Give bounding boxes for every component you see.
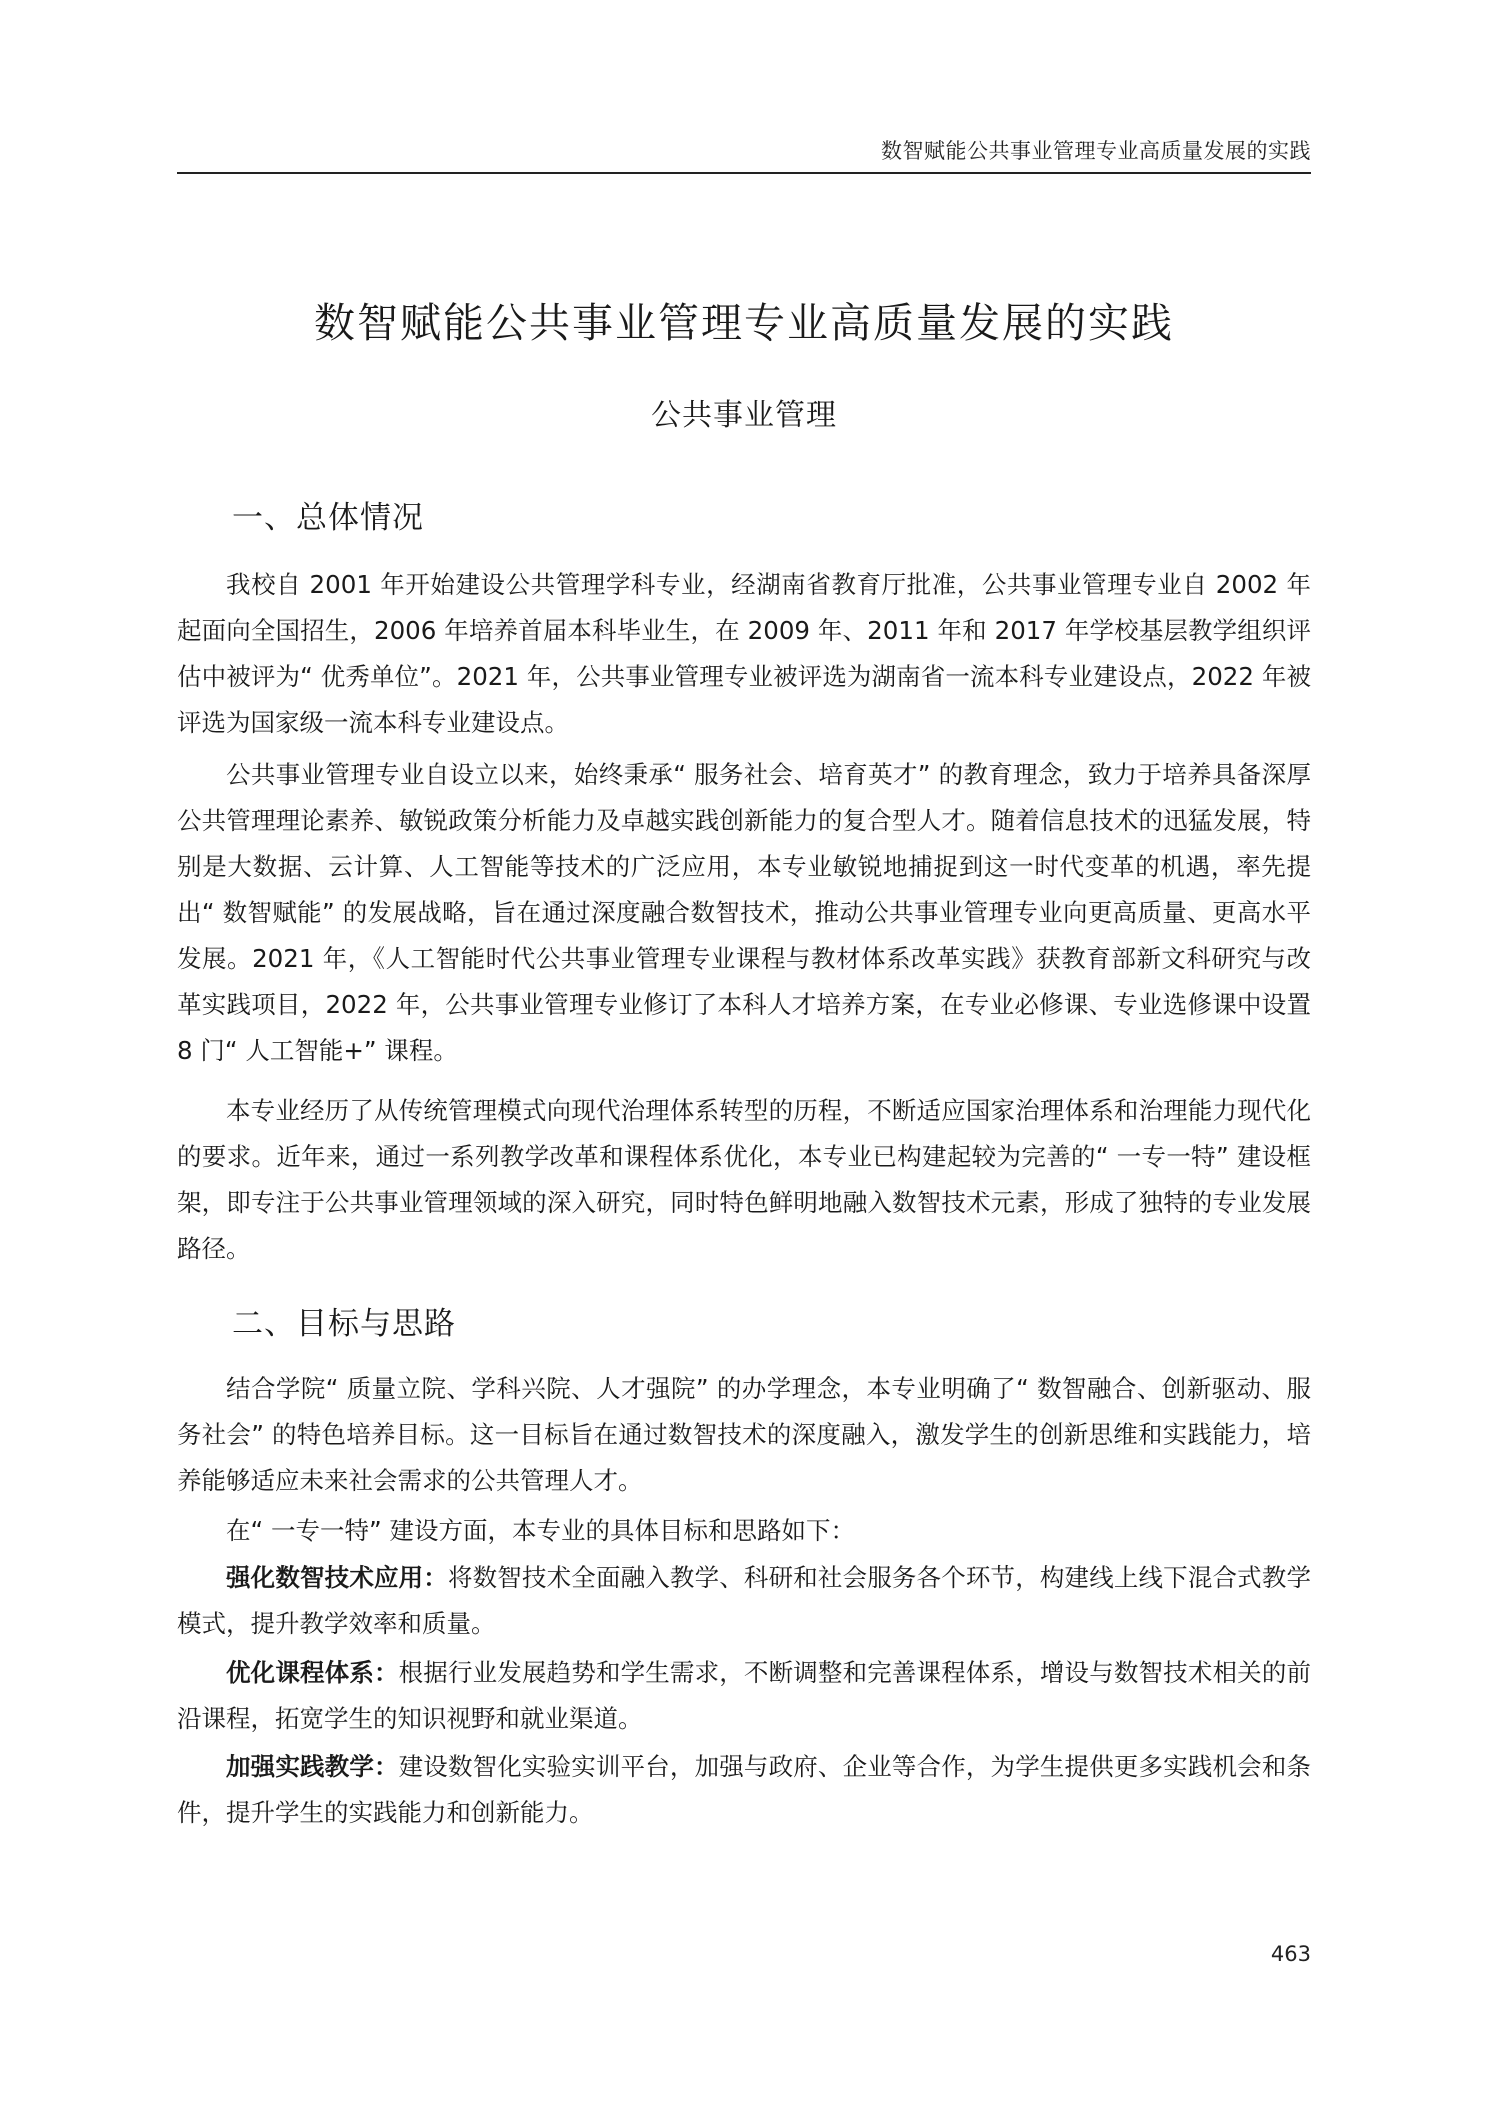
page-number: 463	[1270, 1942, 1311, 1966]
point-lead: 加强实践教学：	[226, 1752, 399, 1781]
paragraph: 在“ 一专一特” 建设方面，本专业的具体目标和思路如下：	[226, 1516, 855, 1545]
point-item	[177, 1744, 1311, 1836]
document-subtitle: 公共事业管理	[651, 398, 837, 433]
section-heading-goals: 二、目标与思路	[232, 1306, 456, 1342]
section-heading-overview: 一、总体情况	[232, 500, 424, 536]
document-title: 数智赋能公共事业管理专业高质量发展的实践	[314, 299, 1174, 347]
point-lead: 强化数智技术应用：	[226, 1563, 448, 1592]
point-text: 建设数智化实验实训平台，加强与政府、企业等合作，为学生提供更多实践机会和条件，提升学生的实践能力和创新能力。	[177, 1752, 1311, 1827]
point-text: 根据行业发展趋势和学生需求，不断调整和完善课程体系，增设与数智技术相关的前沿课程，拓宽学生的知识视野和就业渠道。	[177, 1658, 1311, 1733]
paragraph: 本专业经历了从传统管理模式向现代治理体系转型的历程，不断适应国家治理体系和治理能力现代化的要求。近年来，通过一系列教学改革和课程体系优化，本专业已构建起较为完善的“ 一专一特” 建设框架，即专注于公共事业管理领域的深入研究，同时特色鲜明地融入数智技术元素，形成了独特的专业发展路径。	[177, 1096, 1311, 1263]
point-lead: 优化课程体系：	[226, 1658, 399, 1687]
paragraph: 结合学院“ 质量立院、学科兴院、人才强院” 的办学理念，本专业明确了“ 数智融合、创新驱动、服务社会” 的特色培养目标。这一目标旨在通过数智技术的深度融入，激发学生的创新思维和实践能力，培养能够适应未来社会需求的公共管理人才。	[177, 1374, 1311, 1495]
paragraph: 公共事业管理专业自设立以来，始终秉承“ 服务社会、培育英才” 的教育理念，致力于培养具备深厚公共管理理论素养、敏锐政策分析能力及卓越实践创新能力的复合型人才。随着信息技术的迅猛发展，特别是大数据、云计算、人工智能等技术的广泛应用，本专业敏锐地捕捉到这一时代变革的机遇，率先提出“ 数智赋能” 的发展战略，旨在通过深度融合数智技术，推动公共事业管理专业向更高质量、更高水平发展。2021 年，《人工智能时代公共事业管理专业课程与教材体系改革实践》获教育部新文科研究与改革实践项目，2022 年，公共事业管理专业修订了本科人才培养方案，在专业必修课、专业选修课中设置 8 门“ 人工智能+” 课程。	[177, 760, 1311, 1065]
paragraph: 我校自 2001 年开始建设公共管理学科专业，经湖南省教育厅批准，公共事业管理专业自 2002 年起面向全国招生，2006 年培养首届本科毕业生，在 2009 年、2011 年和 2017 年学校基层教学组织评估中被评为“ 优秀单位”。2021 年，公共事业管理专业被评选为湖南省一流本科专业建设点，2022 年被评选为国家级一流本科专业建设点。	[177, 570, 1311, 737]
point-text: 将数智技术全面融入教学、科研和社会服务各个环节，构建线上线下混合式教学模式，提升教学效率和质量。	[177, 1563, 1311, 1638]
running-header: 数智赋能公共事业管理专业高质量发展的实践	[881, 139, 1311, 163]
point-item	[177, 1555, 1311, 1647]
header-rule	[177, 172, 1311, 174]
point-item	[177, 1650, 1311, 1742]
